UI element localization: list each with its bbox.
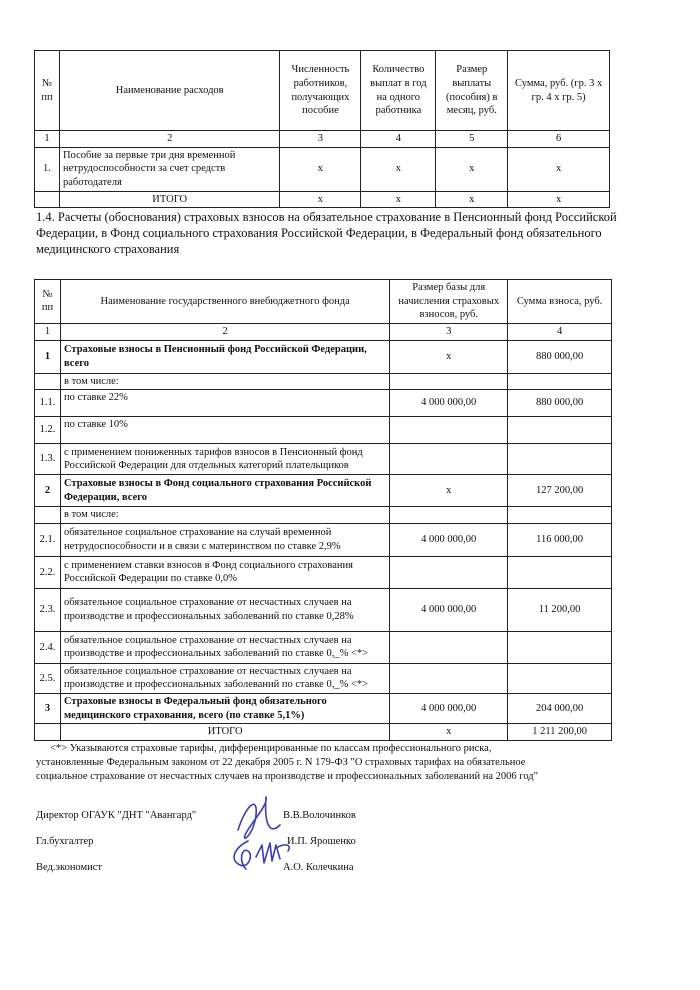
insurance-contributions-table <box>34 279 612 741</box>
fund-name: в том числе: <box>60 507 389 524</box>
base-amount <box>390 631 508 663</box>
contribution-amount: 116 000,00 <box>508 523 612 556</box>
signatory-title: Гл.бухгалтер <box>36 836 94 847</box>
section-title: 1.4. Расчеты (обоснования) страховых взносов на обязательное страхование в Пенсионный фонд Российской Федерации, в Фонд социального страхования Российской Федерации, в Федеральный фонд обязательного медицинского страхования <box>36 210 617 256</box>
total-sum: 1 211 200,00 <box>508 724 612 741</box>
column-number: 4 <box>508 323 612 340</box>
base-amount: 4 000 000,00 <box>390 694 508 724</box>
table-cell: х <box>508 147 610 191</box>
header-cell: № пп <box>35 280 61 324</box>
contribution-amount: 11 200,00 <box>508 588 612 631</box>
table-row <box>35 340 612 373</box>
column-number: 2 <box>59 131 280 148</box>
row-number <box>35 373 61 390</box>
expense-name: Пособие за первые три дня временной нетрудоспособности за счет средств работодателя <box>59 147 280 191</box>
fund-name: обязательное социальное страхование от несчастных случаев на производстве и профессиональных заболеваний по ставке 0,_% <*> <box>60 663 389 693</box>
table-row <box>35 373 612 390</box>
contribution-amount: 880 000,00 <box>508 340 612 373</box>
base-amount <box>390 373 508 390</box>
table-cell: х <box>361 147 436 191</box>
header-cell: Размер базы для начисления страховых взносов, руб. <box>390 280 508 324</box>
footnote <box>36 742 636 784</box>
handwritten-signature <box>218 785 348 885</box>
table-row <box>35 588 612 631</box>
signatory-name: А.О. Колечкина <box>283 862 354 873</box>
column-number-row <box>35 323 612 340</box>
row-number: 3 <box>35 694 61 724</box>
table-row <box>35 663 612 693</box>
row-number: 2.5. <box>35 663 61 693</box>
fund-name: обязательное социальное страхование от несчастных случаев на производстве и профессиональных заболеваний по ставке 0,28% <box>60 588 389 631</box>
base-amount <box>390 417 508 444</box>
fund-name: обязательное социальное страхование на случай временной нетрудоспособности и в связи с материнством по ставке 2,9% <box>60 523 389 556</box>
header-cell: Наименование расходов <box>59 51 280 131</box>
row-number: 2.3. <box>35 588 61 631</box>
table-row <box>35 390 612 417</box>
signatory-title: Директор ОГАУК "ДНТ "Авангард" <box>36 810 197 821</box>
contribution-amount <box>508 373 612 390</box>
total-base: х <box>390 724 508 741</box>
total-label: ИТОГО <box>60 724 389 741</box>
row-number: 1.2. <box>35 417 61 444</box>
table-row <box>35 631 612 663</box>
table-cell: х <box>361 191 436 208</box>
fund-name: по ставке 22% <box>60 390 389 417</box>
contribution-amount: 880 000,00 <box>508 390 612 417</box>
row-number: 1.3. <box>35 444 61 475</box>
row-number: 1. <box>35 147 60 191</box>
row-number: 1 <box>35 340 61 373</box>
contribution-amount <box>508 417 612 444</box>
fund-name: обязательное социальное страхование от несчастных случаев на производстве и профессиональных заболеваний по ставке 0,_% <*> <box>60 631 389 663</box>
contribution-amount <box>508 444 612 475</box>
table-header-row <box>35 280 612 324</box>
benefits-table <box>34 50 610 208</box>
contribution-amount <box>508 631 612 663</box>
column-number: 1 <box>35 131 60 148</box>
base-amount: 4 000 000,00 <box>390 523 508 556</box>
table-cell: х <box>436 147 508 191</box>
table-cell: х <box>280 147 361 191</box>
column-number: 1 <box>35 323 61 340</box>
table-cell: х <box>436 191 508 208</box>
row-number: 2.1. <box>35 523 61 556</box>
table-row <box>35 556 612 588</box>
contribution-amount <box>508 663 612 693</box>
base-amount <box>390 556 508 588</box>
column-number: 3 <box>390 323 508 340</box>
column-number-row <box>35 131 610 148</box>
base-amount <box>390 507 508 524</box>
fund-name: с применением ставки взносов в Фонд социального страхования Российской Федерации по ставке 0,0% <box>60 556 389 588</box>
fund-name: в том числе: <box>60 373 389 390</box>
total-row <box>35 191 610 208</box>
footnote-line: <*> Указываются страховые тарифы, дифференцированные по классам профессионального риска, <box>50 743 492 754</box>
base-amount <box>390 663 508 693</box>
base-amount <box>390 444 508 475</box>
base-amount: х <box>390 340 508 373</box>
footnote-line: установленные Федеральным законом от 22 декабря 2005 г. N 179-ФЗ "О страховых тарифах на обязательное <box>36 757 526 768</box>
base-amount: 4 000 000,00 <box>390 588 508 631</box>
column-number: 4 <box>361 131 436 148</box>
footnote-line: социальное страхование от несчастных случаев на производстве и профессиональных заболеваний на 2006 год" <box>36 771 538 782</box>
base-amount: х <box>390 475 508 507</box>
header-cell: Количество выплат в год на одного работника <box>361 51 436 131</box>
signatory-title: Вед.экономист <box>36 862 102 873</box>
table-row <box>35 147 610 191</box>
total-row <box>35 724 612 741</box>
row-number: 2.2. <box>35 556 61 588</box>
header-cell: Наименование государственного внебюджетного фонда <box>60 280 389 324</box>
fund-name: Страховые взносы в Федеральный фонд обязательного медицинского страхования, всего (по ставке 5,1%) <box>60 694 389 724</box>
row-number: 2.4. <box>35 631 61 663</box>
table-cell: х <box>508 191 610 208</box>
signatory-name: В.В.Волочинков <box>283 810 356 821</box>
header-cell: Размер выплаты (пособия) в месяц, руб. <box>436 51 508 131</box>
total-label: ИТОГО <box>59 191 280 208</box>
fund-name: по ставке 10% <box>60 417 389 444</box>
table-cell: х <box>280 191 361 208</box>
table-row <box>35 694 612 724</box>
row-number <box>35 507 61 524</box>
table-row <box>35 444 612 475</box>
header-cell: № пп <box>35 51 60 131</box>
base-amount: 4 000 000,00 <box>390 390 508 417</box>
header-cell: Сумма взноса, руб. <box>508 280 612 324</box>
signature-row-accountant <box>0 836 700 850</box>
signature-row-director <box>0 810 700 824</box>
row-number: 2 <box>35 475 61 507</box>
column-number: 6 <box>508 131 610 148</box>
contribution-amount: 127 200,00 <box>508 475 612 507</box>
fund-name: Страховые взносы в Фонд социального страхования Российской Федерации, всего <box>60 475 389 507</box>
table-cell <box>35 191 60 208</box>
signatory-name: И.П. Ярошенко <box>287 836 356 847</box>
column-number: 2 <box>60 323 389 340</box>
table-row <box>35 507 612 524</box>
table-header-row <box>35 51 610 131</box>
table-row <box>35 523 612 556</box>
header-cell: Численность работников, получающих пособие <box>280 51 361 131</box>
header-cell: Сумма, руб. (гр. 3 х гр. 4 х гр. 5) <box>508 51 610 131</box>
table-row <box>35 475 612 507</box>
table-cell <box>35 724 61 741</box>
fund-name: с применением пониженных тарифов взносов в Пенсионный фонд Российской Федерации для отдельных категорий плательщиков <box>60 444 389 475</box>
row-number: 1.1. <box>35 390 61 417</box>
fund-name: Страховые взносы в Пенсионный фонд Российской Федерации, всего <box>60 340 389 373</box>
column-number: 3 <box>280 131 361 148</box>
contribution-amount <box>508 507 612 524</box>
signature-row-economist <box>0 862 700 876</box>
contribution-amount: 204 000,00 <box>508 694 612 724</box>
contribution-amount <box>508 556 612 588</box>
column-number: 5 <box>436 131 508 148</box>
table-row <box>35 417 612 444</box>
